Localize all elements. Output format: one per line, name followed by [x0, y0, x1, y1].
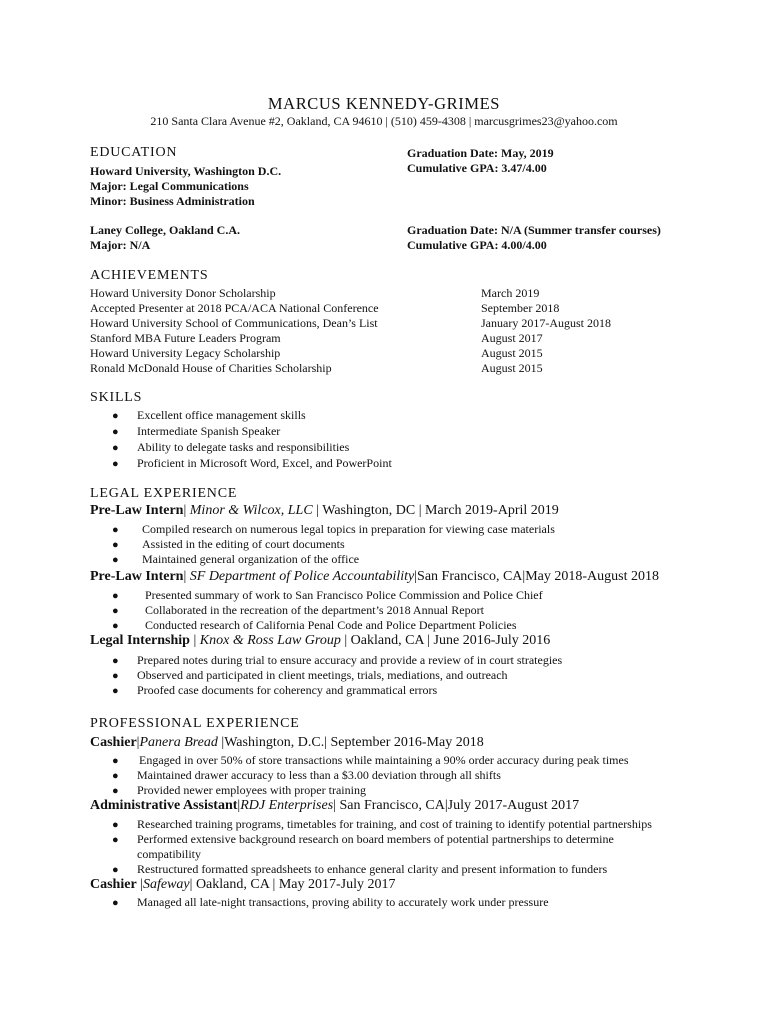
job-organization: Safeway [142, 877, 190, 892]
job-bullet: Collaborated in the recreation of the department’s 2018 Annual Report [145, 603, 484, 617]
job-organization: Knox & Ross Law Group [199, 633, 341, 648]
job-bullet: Maintained general organization of the office [142, 552, 360, 566]
achievement-item: Ronald McDonald House of Charities Scholarship [90, 361, 332, 375]
bullet-icon: ● [112, 458, 119, 470]
cumulative-gpa: Cumulative GPA: 3.47/4.00 [407, 161, 547, 175]
separator: | [183, 569, 190, 584]
job-title-line [90, 798, 579, 814]
job-title-line [90, 877, 396, 893]
achievement-item: Howard University Donor Scholarship [90, 286, 276, 300]
job-organization: RDJ Enterprises [240, 798, 334, 813]
job-bullet: Researched training programs, timetables for training, and cost of training to identify potential partnerships [137, 817, 652, 831]
achievement-item: Accepted Presenter at 2018 PCA/ACA National Conference [90, 301, 379, 315]
cumulative-gpa: Cumulative GPA: 4.00/4.00 [407, 238, 547, 252]
job-bullet: Conducted research of California Penal Code and Police Department Policies [145, 618, 517, 632]
achievement-item: Howard University School of Communications, Dean’s List [90, 316, 378, 330]
separator: | [136, 877, 143, 892]
job-bullet: Provided newer employees with proper training [137, 783, 366, 797]
bullet-icon: ● [112, 785, 119, 797]
bullet-icon: ● [112, 442, 119, 454]
school-minor: Minor: Business Administration [90, 194, 255, 208]
job-bullet: Managed all late-night transactions, proving ability to accurately work under pressure [137, 895, 549, 909]
job-role: Administrative Assistant [90, 798, 238, 813]
job-bullet: Engaged in over 50% of store transactions while maintaining a 90% order accuracy during peak times [139, 753, 629, 767]
bullet-icon: ● [112, 864, 119, 876]
job-location-dates: |Washington, D.C.| September 2016-May 2018 [217, 735, 484, 750]
bullet-icon: ● [112, 834, 119, 846]
skill-item: Excellent office management skills [137, 408, 306, 422]
school-name: Laney College, Oakland C.A. [90, 223, 241, 237]
bullet-icon: ● [112, 590, 119, 602]
separator: | [237, 798, 241, 813]
graduation-date: Graduation Date: May, 2019 [407, 146, 554, 160]
school-major: Major: N/A [90, 238, 151, 252]
contact-line: 210 Santa Clara Avenue #2, Oakland, CA 94610 | (510) 459-4308 | marcusgrimes23@yahoo.com [150, 114, 618, 128]
school-major: Major: Legal Communications [90, 179, 249, 193]
legal-experience-heading: LEGAL EXPERIENCE [90, 486, 238, 501]
achievements-heading: ACHIEVEMENTS [90, 268, 209, 283]
achievement-date: August 2015 [481, 346, 543, 360]
job-role: Cashier [90, 735, 137, 750]
bullet-icon: ● [112, 685, 119, 697]
achievement-item: Stanford MBA Future Leaders Program [90, 331, 281, 345]
job-bullet-continuation: compatibility [137, 847, 201, 861]
skill-item: Intermediate Spanish Speaker [137, 424, 281, 438]
achievement-date: March 2019 [481, 286, 540, 300]
job-bullet: Restructured formatted spreadsheets to enhance general clarity and present information to funders [137, 862, 608, 876]
bullet-icon: ● [112, 605, 119, 617]
job-bullet: Performed extensive background research on board members of potential partnerships to determine [137, 832, 614, 846]
skills-heading: SKILLS [90, 390, 143, 405]
skill-item: Ability to delegate tasks and responsibilities [137, 440, 350, 454]
achievement-item: Howard University Legacy Scholarship [90, 346, 281, 360]
job-bullet: Observed and participated in client meetings, trials, mediations, and outreach [137, 668, 508, 682]
job-title-line [90, 633, 550, 649]
bullet-icon: ● [112, 670, 119, 682]
bullet-icon: ● [112, 620, 119, 632]
graduation-date: Graduation Date: N/A (Summer transfer courses) [407, 223, 661, 237]
bullet-icon: ● [112, 655, 119, 667]
bullet-icon: ● [112, 554, 119, 566]
professional-experience-heading: PROFESSIONAL EXPERIENCE [90, 716, 300, 731]
job-role: Cashier [90, 877, 137, 892]
bullet-icon: ● [112, 770, 119, 782]
bullet-icon: ● [112, 539, 119, 551]
job-bullet: Maintained drawer accuracy to less than a $3.00 deviation through all shifts [137, 768, 501, 782]
bullet-icon: ● [112, 755, 119, 767]
job-location-dates: | Oakland, CA | May 2017-July 2017 [189, 877, 396, 892]
bullet-icon: ● [112, 524, 119, 536]
achievement-date: August 2017 [481, 331, 543, 345]
job-location-dates: | Oakland, CA | June 2016-July 2016 [340, 633, 551, 648]
separator: | [183, 503, 190, 518]
job-location-dates: | San Francisco, CA|July 2017-August 2017 [333, 798, 580, 813]
separator: | [136, 735, 140, 750]
achievement-date: August 2015 [481, 361, 543, 375]
resume-name: MARCUS KENNEDY-GRIMES [267, 94, 501, 113]
job-title-line [90, 569, 659, 585]
job-bullet: Compiled research on numerous legal topics in preparation for viewing case materials [142, 522, 555, 536]
job-organization: Panera Bread [139, 735, 218, 750]
bullet-icon: ● [112, 410, 119, 422]
separator: | [189, 633, 200, 648]
job-organization: Minor & Wilcox, LLC [189, 503, 313, 518]
skill-item: Proficient in Microsoft Word, Excel, and PowerPoint [137, 456, 392, 470]
job-role: Pre-Law Intern [90, 569, 184, 584]
job-title-line [90, 735, 484, 751]
job-bullet: Presented summary of work to San Francisco Police Commission and Police Chief [145, 588, 543, 602]
achievement-date: January 2017-August 2018 [481, 316, 611, 330]
school-name: Howard University, Washington D.C. [90, 164, 282, 178]
bullet-icon: ● [112, 426, 119, 438]
job-bullet: Prepared notes during trial to ensure accuracy and provide a review of in court strategies [137, 653, 563, 667]
job-title-line [90, 503, 559, 519]
education-heading: EDUCATION [90, 145, 178, 160]
job-location-dates: | Washington, DC | March 2019-April 2019 [312, 503, 559, 518]
job-role: Pre-Law Intern [90, 503, 184, 518]
bullet-icon: ● [112, 819, 119, 831]
job-bullet: Proofed case documents for coherency and grammatical errors [137, 683, 438, 697]
job-bullet: Assisted in the editing of court documents [142, 537, 345, 551]
job-organization: SF Department of Police Accountability [189, 569, 415, 584]
job-location-dates: |San Francisco, CA|May 2018-August 2018 [414, 569, 659, 584]
achievement-date: September 2018 [481, 301, 560, 315]
job-role: Legal Internship [90, 633, 190, 648]
bullet-icon: ● [112, 897, 119, 909]
